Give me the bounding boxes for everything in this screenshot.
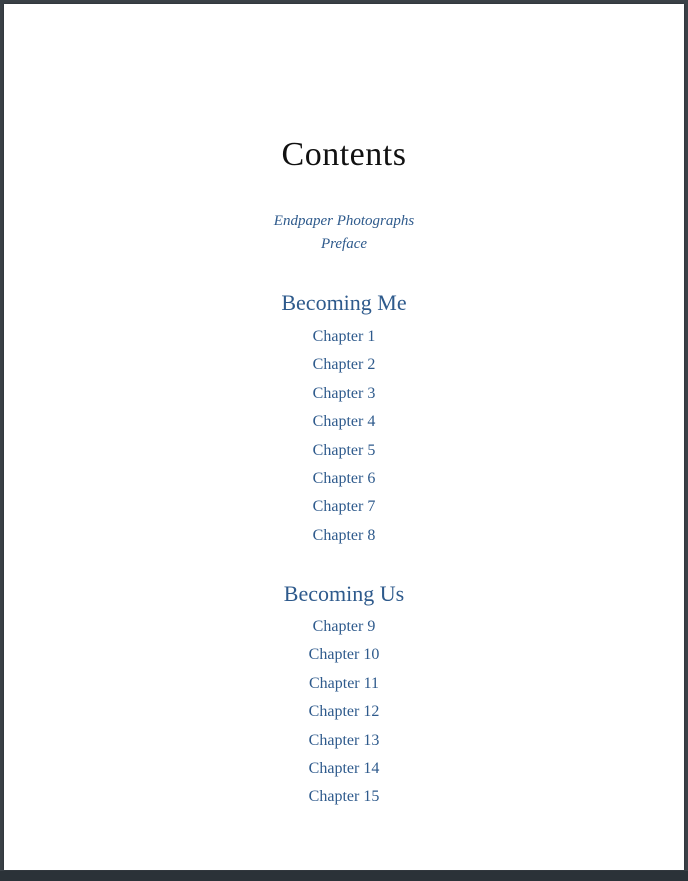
page-title: Contents (281, 136, 407, 173)
toc-link-endpaper-photographs[interactable]: Endpaper Photographs (273, 213, 415, 229)
toc-link-chapter-4[interactable]: Chapter 4 (312, 413, 376, 431)
front-matter-list (4, 210, 684, 256)
toc-link-chapter-10[interactable]: Chapter 10 (308, 646, 380, 664)
toc-link-chapter-5[interactable]: Chapter 5 (312, 441, 376, 459)
document-page (4, 4, 684, 870)
chapter-list-becoming-me (4, 323, 684, 550)
toc-link-chapter-2[interactable]: Chapter 2 (312, 356, 376, 374)
toc-link-chapter-12[interactable]: Chapter 12 (308, 703, 380, 721)
toc-link-chapter-8[interactable]: Chapter 8 (312, 526, 376, 544)
toc-link-chapter-14[interactable]: Chapter 14 (308, 760, 380, 778)
toc-link-chapter-1[interactable]: Chapter 1 (312, 328, 376, 345)
toc-link-chapter-15[interactable]: Chapter 15 (308, 788, 380, 806)
toc-link-chapter-13[interactable]: Chapter 13 (308, 731, 380, 749)
toc-section-becoming-me[interactable]: Becoming Me (281, 290, 407, 315)
toc-link-chapter-3[interactable]: Chapter 3 (312, 384, 376, 402)
toc-link-preface[interactable]: Preface (320, 236, 368, 252)
toc-section-becoming-us[interactable]: Becoming Us (283, 581, 405, 606)
toc-link-chapter-11[interactable]: Chapter 11 (308, 674, 380, 692)
toc-link-chapter-7[interactable]: Chapter 7 (312, 498, 376, 516)
chapter-list-becoming-us (4, 613, 684, 812)
viewer-bottom-bar (0, 871, 688, 881)
toc-link-chapter-9[interactable]: Chapter 9 (312, 618, 376, 635)
toc-link-chapter-6[interactable]: Chapter 6 (312, 470, 376, 488)
